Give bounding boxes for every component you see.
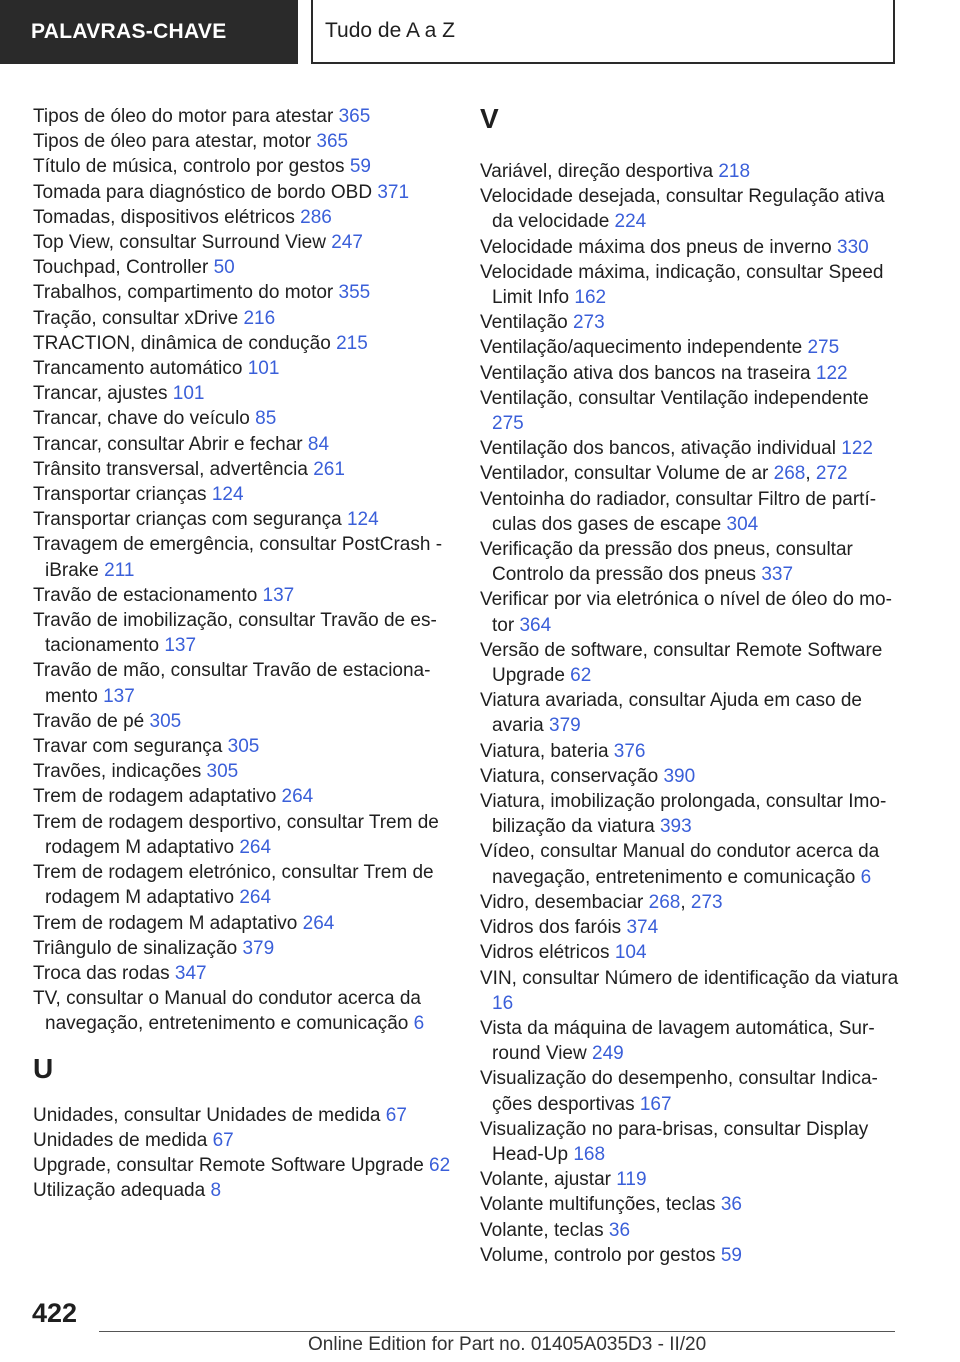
index-entry-text: Travar com segurança (33, 736, 228, 758)
page-reference-link[interactable]: 379 (242, 937, 275, 959)
page-reference-link[interactable]: 305 (149, 710, 182, 732)
page-reference-link[interactable]: 365 (316, 131, 349, 153)
index-entry (480, 839, 900, 889)
page-reference-link[interactable]: 101 (172, 383, 205, 405)
index-entry-text: Velocidade desejada, consultar Regulação ativa da velocidade (480, 186, 885, 233)
page-reference-link[interactable]: 162 (574, 287, 607, 309)
index-entry (480, 1066, 900, 1116)
index-entry: Ventilador, consultar Volume de ar 268, 272 (480, 463, 848, 485)
index-entry (33, 784, 453, 809)
index-entry-text: Trancar, ajustes (33, 383, 173, 405)
index-entry (33, 961, 453, 986)
index-entry-text: Visualização no para-brisas, consultar Display Head-Up (480, 1118, 869, 1165)
page-reference-link[interactable]: 374 (626, 917, 659, 939)
index-entry-text: Viatura avariada, consultar Ajuda em caso de avaria (480, 690, 862, 737)
page-reference-link[interactable]: 273 (690, 891, 723, 913)
page-reference-link[interactable]: 16 (492, 992, 514, 1014)
index-entry (480, 436, 900, 461)
page-reference-link[interactable]: 264 (239, 836, 272, 858)
index-entry (480, 159, 900, 184)
page-reference-link[interactable]: 8 (210, 1180, 222, 1202)
index-entry (33, 986, 453, 1036)
index-entry (480, 915, 900, 940)
index-entry (480, 537, 900, 587)
index-entry (33, 129, 453, 154)
page-reference-link[interactable]: 364 (519, 614, 552, 636)
index-entry (33, 608, 453, 658)
index-entry-text: Top View, consultar Surround View (33, 232, 332, 254)
index-entry-text: Trabalhos, compartimento do motor (33, 282, 339, 304)
index-entry-text: Unidades, consultar Unidades de medida (33, 1104, 386, 1126)
index-entry-text: Velocidade máxima, indicação, consultar Speed Limit Info (480, 261, 884, 309)
index-entry (480, 1117, 900, 1167)
index-entry (33, 306, 453, 331)
index-entry (33, 709, 453, 734)
index-entry (33, 154, 453, 179)
page-reference-link[interactable]: 59 (349, 156, 371, 178)
index-entry-text: VIN, consultar Número de identificação da viatura (480, 967, 899, 989)
index-entry-text: Vídeo, consultar Manual do condutor acerca da navegação, entretenimento e comunicação (480, 841, 880, 888)
footer-edition: Online Edition for Part no. 01405A035D3 - II/20 (308, 1334, 707, 1355)
page-reference-link[interactable]: 67 (212, 1129, 234, 1151)
index-entry (33, 356, 453, 381)
index-entry-text: Ventilação/aquecimento independente (480, 337, 808, 359)
page-reference-link[interactable]: 59 (720, 1244, 742, 1266)
index-entry-text: Vidro, desembaciar (480, 891, 649, 913)
index-entry-text: Travão de imobilização, consultar Travão de estacionamento (33, 610, 437, 657)
index-entry-text: Triângulo de sinalização (33, 937, 243, 959)
index-entry-text: Volante, ajustar (480, 1169, 617, 1191)
index-entry (480, 789, 900, 839)
index-entry (33, 482, 453, 507)
page-reference-link[interactable]: 347 (174, 962, 207, 984)
index-entry (33, 734, 453, 759)
index-entry (480, 688, 900, 738)
index-entry (33, 104, 453, 129)
index-entry-text: Ventilação, consultar Ventilação independente (480, 387, 869, 409)
page-reference-link[interactable]: 264 (239, 887, 272, 909)
page-reference-link[interactable]: 85 (255, 408, 277, 430)
page-reference-link[interactable]: 304 (726, 513, 759, 535)
index-entry-text: Trancar, chave do veículo (33, 408, 256, 430)
index-entry (480, 310, 900, 335)
index-entry (33, 280, 453, 305)
page-reference-link[interactable]: 224 (614, 211, 647, 233)
page-reference-link[interactable]: 305 (227, 736, 260, 758)
index-entry (480, 940, 900, 965)
page-reference-link[interactable]: 137 (103, 685, 135, 707)
index-entry (33, 532, 453, 582)
index-entry-text: Transportar crianças com segurança (33, 509, 347, 531)
page-reference-link[interactable]: 6 (860, 866, 872, 888)
index-entry-text: Vista da máquina de lavagem automática, Surround View (480, 1017, 875, 1065)
index-entry-text: Visualização do desempenho, consultar Indicações desportivas (480, 1068, 878, 1115)
index-entry-text: Tomada para diagnóstico de bordo OBD (33, 181, 378, 203)
page-reference-link[interactable]: 62 (570, 665, 592, 687)
index-entry-text: Trânsito transversal, advertência (33, 458, 314, 480)
index-entry-text: Travão de mão, consultar Travão de estacionamento (33, 660, 431, 707)
index-column-left (33, 104, 453, 1203)
index-entry (33, 936, 453, 961)
index-entry-text: Touchpad, Controller (33, 257, 214, 279)
index-letter-heading: U (33, 1052, 54, 1084)
index-entry (480, 1192, 900, 1217)
index-entry (33, 432, 453, 457)
index-entry-text: Tipos de óleo para atestar, motor (33, 131, 317, 153)
page-reference-link[interactable]: 390 (663, 765, 696, 787)
index-entry-text: Tipos de óleo do motor para atestar (33, 106, 339, 127)
page-reference-link[interactable]: 84 (307, 433, 330, 455)
page-reference-link[interactable]: 124 (211, 484, 244, 506)
index-entry (33, 658, 453, 708)
page-reference-link[interactable]: 168 (573, 1143, 606, 1165)
index-entry (480, 739, 900, 764)
index-entry (480, 1218, 900, 1243)
index-entry (33, 583, 453, 608)
page-reference-link[interactable]: 268 (648, 891, 681, 913)
index-letter-heading: V (480, 103, 499, 134)
page-reference-link[interactable]: 119 (616, 1169, 647, 1191)
index-entry (33, 205, 453, 230)
page-reference-link[interactable]: 337 (761, 564, 794, 586)
index-entry-text: Ventilador, consultar Volume de ar (480, 463, 774, 485)
index-entry-text: Travagem de emergência, consultar PostCrash - iBrake (33, 534, 443, 581)
page-reference-link[interactable]: 124 (346, 509, 379, 531)
index-entry-text: Trem de rodagem desportivo, consultar Trem de rodagem M adaptativo (33, 811, 439, 858)
index-entry (33, 406, 453, 431)
index-entry (480, 260, 900, 310)
page-reference-link[interactable]: 393 (659, 816, 692, 838)
page-reference-link[interactable]: 247 (331, 232, 363, 254)
index-entry (480, 966, 900, 1016)
page-reference-link[interactable]: 211 (104, 559, 135, 581)
index-entry-text: Tração, consultar xDrive (33, 307, 244, 329)
index-entry (33, 911, 453, 936)
index-entry-text: Volante multifunções, teclas (480, 1194, 721, 1216)
page-reference-link[interactable]: 268 (773, 463, 806, 485)
page-reference-link[interactable]: 305 (206, 761, 239, 783)
index-entry (480, 487, 900, 537)
page-reference-link[interactable]: 275 (807, 337, 840, 359)
page-reference-link[interactable]: 137 (262, 584, 295, 606)
page-reference-link[interactable]: 376 (613, 740, 646, 762)
index-entry-text: Trancamento automático (33, 358, 248, 380)
index-entry-text: Trem de rodagem M adaptativo (33, 912, 303, 934)
index-entry-text: Vidros dos faróis (480, 917, 627, 939)
index-entry (480, 587, 900, 637)
page-reference-link[interactable]: 167 (639, 1093, 672, 1115)
index-entry (33, 381, 453, 406)
index-entry (33, 1103, 453, 1128)
index-entry (480, 386, 900, 436)
page-reference-link[interactable]: 101 (247, 358, 280, 380)
index-entry-text: Viatura, imobilização prolongada, consultar Imobilização da viatura (480, 791, 887, 838)
index-entry-text: Utilização adequada (33, 1180, 211, 1202)
index-entry-text: Viatura, bateria (480, 740, 614, 762)
index-entry-text: Viatura, conservação (480, 765, 664, 787)
index-column-right (480, 104, 900, 1268)
index-entry (33, 1153, 453, 1178)
index-entry (480, 235, 900, 260)
index-entry-text: Tomadas, dispositivos elétricos (33, 206, 301, 228)
page-reference-link[interactable]: 264 (302, 912, 335, 934)
index-entry (33, 507, 453, 532)
index-entry (480, 764, 900, 789)
page-reference-link[interactable]: 218 (718, 161, 751, 182)
page-reference-link[interactable]: 330 (837, 236, 869, 258)
index-entry-text: Trem de rodagem eletrónico, consultar Trem de rodagem M adaptativo (33, 862, 434, 909)
index-entry-text: Variável, direção desportiva (480, 161, 719, 182)
index-entry-text: Trancar, consultar Abrir e fechar (33, 433, 308, 455)
index-entry (33, 1128, 453, 1153)
page-reference-link[interactable]: 355 (338, 282, 371, 304)
index-entry (33, 180, 453, 205)
page-reference-link[interactable]: 379 (549, 715, 581, 737)
index-entry-text: Verificar por via eletrónica o nível de óleo do motor (480, 589, 892, 636)
index-entry (480, 361, 900, 386)
index-entry-text: Vidros elétricos (480, 942, 615, 964)
index-entry (480, 638, 900, 688)
page-reference-link[interactable]: 275 (492, 413, 524, 435)
index-entry-text: Trem de rodagem adaptativo (33, 786, 282, 808)
section-tab (0, 0, 298, 64)
index-entry-text: Ventilação ativa dos bancos na traseira (480, 362, 816, 384)
index-entry (480, 1016, 900, 1066)
index-entry (33, 759, 453, 784)
page-reference-link[interactable]: 365 (338, 106, 371, 127)
index-entry (480, 1167, 900, 1192)
index-entry (480, 335, 900, 360)
section-title: PALAVRAS-CHAVE (31, 20, 227, 43)
index-entry (33, 331, 453, 356)
page-reference-link[interactable]: 6 (413, 1013, 425, 1035)
index-entry (480, 1243, 900, 1268)
index-entry-text: Travão de pé (33, 710, 150, 732)
page-number: 422 (32, 1298, 78, 1328)
page-reference-link[interactable]: 137 (164, 635, 197, 657)
index-entry-text: Ventilação dos bancos, ativação individual (480, 438, 842, 460)
page-reference-link[interactable]: 286 (300, 206, 332, 228)
index-entry-text: Troca das rodas (33, 962, 175, 984)
page-reference-link[interactable]: 264 (281, 786, 314, 808)
index-entry (33, 457, 453, 482)
page-reference-link[interactable]: 104 (614, 942, 647, 964)
index-entry-text: Volante, teclas (480, 1219, 609, 1241)
index-entry-text: Upgrade, consultar Remote Software Upgrade (33, 1154, 430, 1176)
page-reference-link[interactable]: 67 (385, 1104, 407, 1126)
index-entry-text: Velocidade máxima dos pneus de inverno (480, 236, 838, 258)
page-reference-link[interactable]: 215 (336, 332, 368, 354)
index-entry-text: Travão de estacionamento (33, 584, 263, 606)
page-reference-link[interactable]: 50 (213, 257, 235, 279)
index-entry (33, 230, 453, 255)
footer-rule (99, 1331, 895, 1332)
page-reference-link[interactable]: 62 (429, 1154, 451, 1176)
index-entry-text: Transportar crianças (33, 484, 212, 506)
page-reference-link[interactable]: 261 (313, 458, 345, 480)
index-entry (33, 1178, 453, 1203)
page-reference-link[interactable]: 273 (572, 312, 605, 334)
index-entry-text: Volume, controlo por gestos (480, 1244, 721, 1266)
chapter-title: Tudo de A a Z (325, 19, 455, 42)
index-entry-text: TRACTION, dinâmica de condução (33, 332, 337, 354)
page-reference-link[interactable]: 36 (608, 1219, 631, 1241)
index-entry (33, 255, 453, 280)
index-entry-text: Ventilação (480, 312, 573, 334)
page-reference-link[interactable]: 122 (841, 438, 873, 460)
index-entry-text: Verificação da pressão dos pneus, consultar Controlo da pressão dos pneus (480, 539, 853, 586)
page-reference-link[interactable]: 371 (377, 181, 410, 203)
index-entry-text: Unidades de medida (33, 1129, 213, 1151)
page-reference-link[interactable]: 272 (815, 463, 848, 485)
index-entry-text: Travões, indicações (33, 761, 207, 783)
chapter-header (311, 0, 895, 64)
index-entry-text: Título de música, controlo por gestos (33, 156, 350, 178)
index-entry-text: Versão de software, consultar Remote Software Upgrade (480, 639, 883, 687)
page-reference-link[interactable]: 36 (720, 1194, 742, 1216)
page-reference-link[interactable]: 216 (243, 307, 276, 329)
index-entry (33, 860, 453, 910)
page-reference-link[interactable]: 122 (815, 362, 848, 384)
page-reference-link[interactable]: 249 (592, 1043, 624, 1065)
index-entry-text: Ventoinha do radiador, consultar Filtro de partículas dos gases de escape (480, 488, 877, 535)
index-entry (33, 810, 453, 860)
index-entry (480, 184, 900, 234)
index-entry: Vidro, desembaciar 268, 273 (480, 891, 723, 913)
index-entry-text: TV, consultar o Manual do condutor acerca da navegação, entretenimento e comunicação (33, 988, 421, 1035)
